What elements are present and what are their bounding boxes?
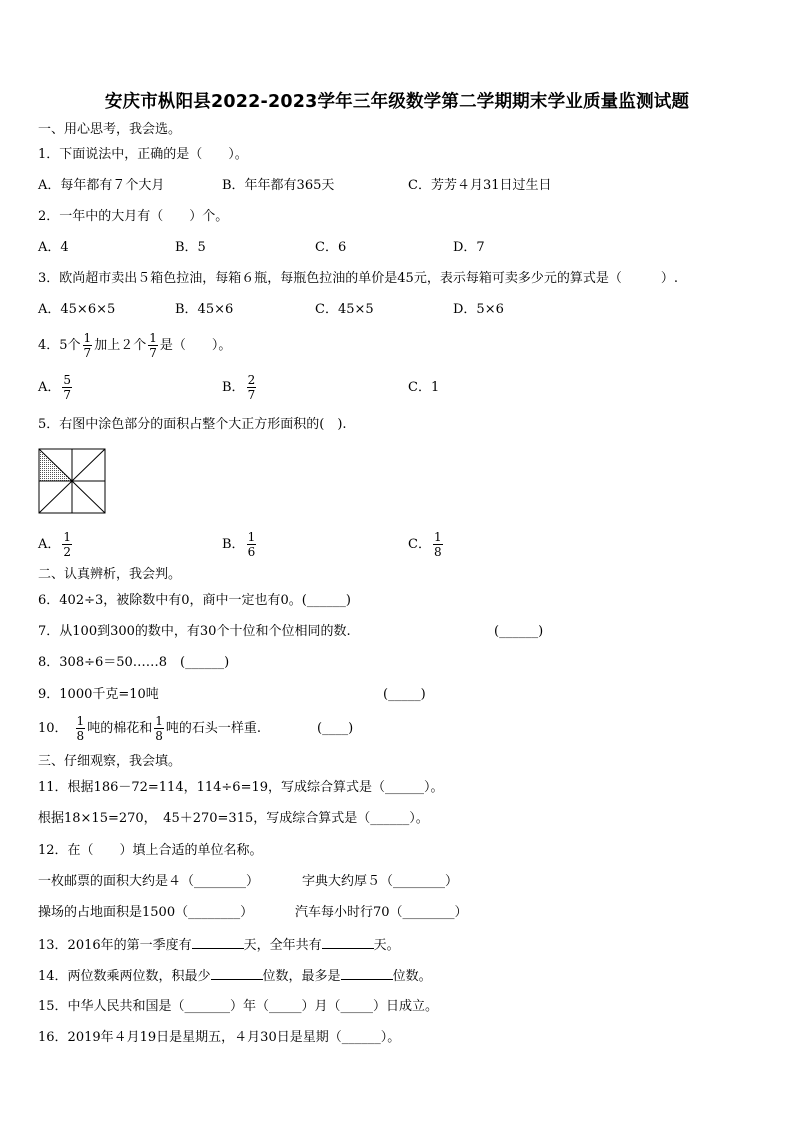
question-5-option-b — [222, 527, 258, 563]
numerator: 1 — [155, 714, 163, 728]
question-4-option-c: C．1 — [408, 380, 440, 395]
answer-blank — [341, 967, 393, 980]
question-4-text-mid: 加上２个 — [94, 338, 147, 353]
question-2-option-d: D．7 — [453, 240, 485, 255]
question-10-text-post: 吨的石头一样重. — [165, 721, 261, 736]
fraction-one-eighth — [76, 715, 86, 742]
option-fraction — [433, 531, 443, 558]
section-3-heading: 三、仔细观察，我会填。 — [38, 754, 182, 769]
numerator: 2 — [247, 373, 256, 387]
fraction-one-seventh — [83, 332, 93, 359]
answer-blank — [192, 936, 244, 949]
question-1-option-a: A．每年都有７个大月 — [38, 178, 165, 193]
question-3-option-c: C．45×5 — [315, 302, 374, 317]
question-3-option-a: A．45×6×5 — [38, 302, 116, 317]
fraction-one-seventh — [148, 332, 158, 359]
question-9: 9．1000千克=10吨 — [38, 687, 159, 702]
numerator: 1 — [63, 530, 72, 544]
question-11-part-1: 11．根据186－72=114，114÷6=19，写成综合算式是（______）。 — [38, 780, 444, 795]
denominator: 6 — [247, 545, 256, 559]
question-14-text-2: 位数，最多是 — [262, 969, 341, 984]
square-diagram — [38, 448, 106, 514]
question-1-option-c: C．芳芳４月31日过生日 — [408, 178, 552, 193]
denominator: 8 — [155, 729, 163, 743]
option-label: A． — [38, 380, 61, 395]
question-12-item-playground: 操场的占地面积是1500（________） — [38, 905, 254, 920]
option-fraction — [247, 531, 257, 558]
answer-blank — [211, 967, 263, 980]
numerator: 1 — [83, 331, 92, 345]
question-10 — [38, 711, 261, 747]
numerator: 1 — [433, 530, 442, 544]
question-11-part-2: 根据18×15=270， 45＋270=315，写成综合算式是（______）。 — [38, 811, 429, 826]
question-12-item-stamp: 一枚邮票的面积大约是４（________） — [38, 874, 260, 889]
question-12-item-car: 汽车每小时行70（________） — [295, 905, 468, 920]
denominator: 7 — [63, 388, 72, 402]
question-10-number: 10． — [38, 721, 68, 736]
question-8: 8．308÷6＝50……8 (______) — [38, 655, 230, 670]
question-13-text-1: 13．2016年的第一季度有 — [38, 938, 192, 953]
denominator: 7 — [83, 346, 92, 360]
question-3-option-d: D．5×6 — [453, 302, 504, 317]
numerator: 1 — [247, 530, 256, 544]
question-13-text-2: 天，全年共有 — [243, 938, 322, 953]
question-2-option-a: A．4 — [38, 240, 69, 255]
answer-blank — [322, 936, 374, 949]
question-4-option-a — [38, 370, 74, 406]
numerator: 1 — [149, 331, 157, 345]
option-label: B． — [222, 537, 245, 552]
question-1-option-b: B．年年都有365天 — [222, 178, 335, 193]
option-fraction — [62, 374, 72, 401]
question-14-text-3: 位数。 — [392, 969, 432, 984]
question-14 — [38, 967, 432, 985]
numerator: 1 — [76, 714, 85, 728]
fraction-one-eighth — [154, 715, 164, 742]
denominator: 2 — [63, 545, 72, 559]
question-4-option-b — [222, 370, 258, 406]
question-10-text-mid: 吨的棉花和 — [87, 721, 153, 736]
question-2-stem: 2．一年中的大月有（ ）个。 — [38, 209, 229, 224]
question-2-option-b: B．5 — [175, 240, 206, 255]
question-7: 7．从100到300的数中，有30个十位和个位相同的数. — [38, 624, 351, 639]
option-label: A． — [38, 537, 61, 552]
denominator: 7 — [149, 346, 157, 360]
question-3-option-b: B．45×6 — [175, 302, 234, 317]
question-12-stem: 12．在（ ）填上合适的单位名称。 — [38, 843, 263, 858]
section-2-heading: 二、认真辨析，我会判。 — [38, 567, 182, 582]
question-13 — [38, 936, 400, 954]
denominator: 8 — [76, 729, 85, 743]
denominator: 7 — [247, 388, 256, 402]
question-3-stem: 3．欧尚超市卖出５箱色拉油，每箱６瓶，每瓶色拉油的单价是45元，表示每箱可卖多少元的算式是（ ）. — [38, 271, 678, 286]
question-15: 15．中华人民共和国是（_______）年（_____）月（_____）日成立。 — [38, 999, 439, 1014]
question-5-option-a — [38, 527, 74, 563]
denominator: 8 — [433, 545, 442, 559]
question-14-text-1: 14．两位数乘两位数，积最少 — [38, 969, 211, 984]
question-4-stem — [38, 328, 231, 364]
question-7-answer-blank: (______) — [494, 624, 544, 639]
question-12-item-dictionary: 字典大约厚５（________） — [302, 874, 459, 889]
question-16: 16．2019年４月19日是星期五，４月30日是星期（______）。 — [38, 1030, 401, 1045]
question-1-stem: 1．下面说法中，正确的是（ ）。 — [38, 147, 248, 162]
question-4-text-post: 是（ ）。 — [159, 338, 232, 353]
question-5-option-c — [408, 527, 445, 563]
question-5-stem: 5．右图中涂色部分的面积占整个大正方形面积的( ). — [38, 417, 347, 432]
question-13-text-3: 天。 — [373, 938, 400, 953]
option-label: B． — [222, 380, 245, 395]
page-title: 安庆市枞阳县2022-2023学年三年级数学第二学期期末学业质量监测试题 — [104, 92, 690, 112]
question-4-text-pre: 4．5个 — [38, 338, 81, 353]
question-6: 6．402÷3，被除数中有0，商中一定也有0。(______) — [38, 593, 351, 608]
section-1-heading: 一、用心思考，我会选。 — [38, 122, 182, 137]
question-2-option-c: C．6 — [315, 240, 347, 255]
option-fraction — [62, 531, 72, 558]
option-fraction — [247, 374, 257, 401]
option-label: C． — [408, 537, 431, 552]
question-9-answer-blank: (_____) — [383, 687, 426, 702]
question-10-answer-blank: (____) — [317, 721, 354, 736]
numerator: 5 — [63, 373, 72, 387]
